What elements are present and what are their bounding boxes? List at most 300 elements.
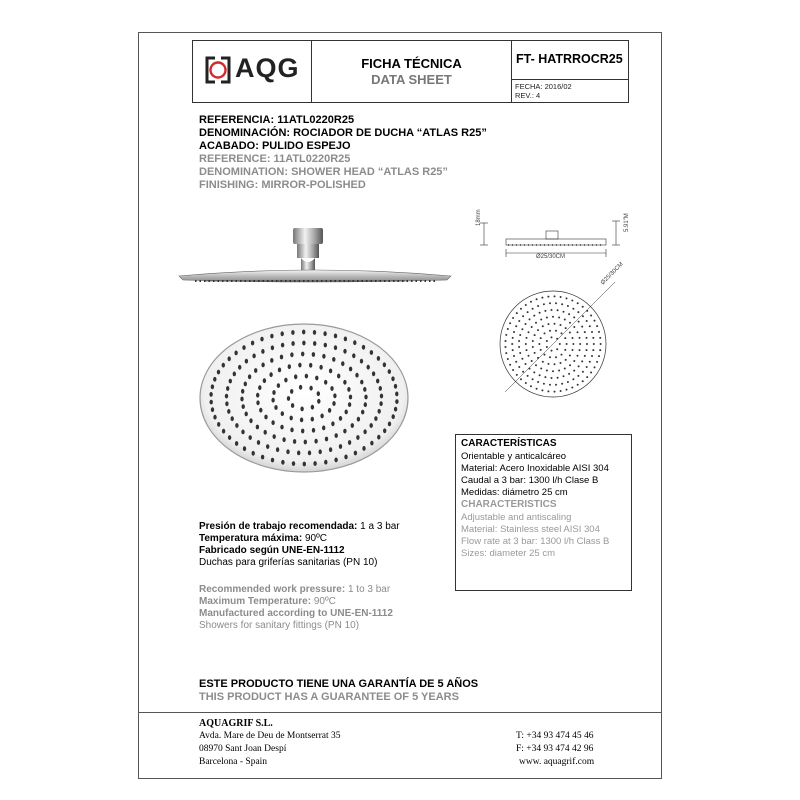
drawing-nozzle-dot	[540, 319, 542, 321]
pressure-es: Presión de trabajo recomendada: 1 a 3 bar	[199, 521, 400, 532]
drawing-nozzle-dot	[565, 359, 567, 361]
nozzle-dot	[395, 392, 398, 397]
drawing-nozzle-dot	[586, 376, 588, 378]
char-es-4: Medidas: diámetro 25 cm	[461, 487, 568, 498]
nozzle-dot	[270, 334, 273, 339]
drawing-nozzle-dot	[528, 331, 530, 333]
drawing-nozzle-dot	[584, 331, 586, 333]
drawing-nozzle-dot	[561, 354, 563, 356]
drawing-nozzle-dot	[518, 346, 520, 348]
drawing-nozzle-dot	[518, 366, 520, 368]
nozzle-dot	[367, 365, 370, 370]
nozzle-dot	[238, 365, 241, 370]
nozzle-dot	[329, 447, 332, 452]
drawing-nozzle-dot	[537, 381, 539, 383]
drawing-nozzle-dot	[569, 332, 571, 334]
nozzle-dot	[217, 422, 220, 427]
nozzle-dot	[370, 441, 373, 446]
logo-text: AQG	[235, 53, 300, 83]
nozzle-dot	[324, 460, 327, 465]
drawing-nozzle-dot	[554, 323, 556, 325]
nozzle-dot	[323, 331, 326, 336]
nozzle-dot	[324, 380, 327, 385]
nozzle-dot	[320, 414, 323, 419]
drawing-nozzle-dot	[531, 360, 533, 362]
drawing-nozzle-dot	[541, 389, 543, 391]
drawing-nozzle-dot	[518, 320, 520, 322]
nozzle-dot	[339, 444, 342, 449]
nozzle-dot	[351, 423, 354, 428]
nozzle-dot	[301, 429, 304, 434]
drawing-nozzle-dot	[526, 349, 528, 351]
drawing-nozzle-dot	[551, 377, 553, 379]
nozzle-dot	[377, 356, 380, 361]
usage-en: Showers for sanitary fittings (PN 10)	[199, 620, 360, 631]
drawing-nozzle-dot	[564, 319, 566, 321]
nozzle-dot	[271, 345, 274, 350]
drawing-nozzle-dot	[568, 373, 570, 375]
drawing-nozzle-dot	[589, 361, 591, 363]
nozzle-dot	[300, 407, 303, 412]
nozzle-dot	[271, 398, 274, 403]
nozzle-dot	[231, 416, 234, 421]
nozzle-dot	[329, 369, 332, 374]
drawing-nozzle-dot	[512, 349, 514, 351]
nozzle-dot	[362, 345, 365, 350]
drawing-nozzle-dot	[505, 352, 507, 354]
drawing-nozzle-dot	[577, 375, 579, 377]
nozzle-dot	[244, 382, 247, 387]
nozzle-dot	[394, 407, 397, 412]
nozzle-dot	[252, 451, 255, 456]
drawing-nozzle-dot	[571, 387, 573, 389]
nozzle-dot	[362, 446, 365, 451]
nozzle-dot	[370, 350, 373, 355]
nozzle-dot	[291, 341, 294, 346]
nozzle-dot	[281, 331, 284, 336]
drawing-nozzle-dot	[516, 374, 518, 376]
company-fax: F: +34 93 474 42 96	[516, 744, 594, 754]
drawing-nozzle-dot	[598, 355, 600, 357]
nozzle-dot	[227, 409, 230, 414]
characteristics-box	[455, 434, 632, 591]
drawing-nozzle-dot	[572, 343, 574, 345]
finishing-en: FINISHING: MIRROR-POLISHED	[199, 179, 366, 191]
drawing-nozzle-dot	[539, 312, 541, 314]
footer-divider	[138, 712, 662, 713]
drawing-nozzle-dot	[534, 334, 536, 336]
drawing-nozzle-dot	[577, 311, 579, 313]
nozzle-dot	[266, 444, 269, 449]
drawing-nozzle-dot	[554, 363, 556, 365]
sheet-date: FECHA: 2016/02	[515, 82, 572, 91]
nozzle-dot	[264, 430, 267, 435]
drawing-nozzle-dot	[566, 343, 568, 345]
drawing-nozzle-dot	[569, 322, 571, 324]
drawing-nozzle-dot	[579, 337, 581, 339]
nozzle-dot	[392, 414, 395, 419]
drawing-nozzle-dot	[555, 330, 557, 332]
drawing-nozzle-dot	[564, 337, 566, 339]
nozzle-dot	[297, 451, 300, 456]
finishing-es: ACABADO: PULIDO ESPEJO	[199, 140, 351, 152]
nozzle-dot	[281, 343, 284, 348]
nozzle-dot	[291, 330, 294, 335]
drawing-nozzle-dot	[591, 331, 593, 333]
nozzle-dot	[388, 422, 391, 427]
drawing-nozzle-dot	[581, 326, 583, 328]
nozzle-dot	[249, 435, 252, 440]
drawing-nozzle-dot	[548, 363, 550, 365]
drawing-nozzle-dot	[549, 302, 551, 304]
nozzle-dot	[213, 377, 216, 382]
char-es-2: Material: Acero Inoxidable AISI 304	[461, 463, 609, 474]
nozzle-dot	[281, 411, 284, 416]
nozzle-dot	[256, 400, 259, 405]
nozzle-dot	[328, 408, 331, 413]
drawing-nozzle-dot	[535, 364, 537, 366]
nozzle-dot	[249, 418, 252, 423]
nozzle-dot	[335, 433, 338, 438]
drawing-nozzle-dot	[586, 349, 588, 351]
drawing-nozzle-dot	[582, 306, 584, 308]
standard-en: Manufactured according to UNE-EN-1112	[199, 608, 393, 619]
drawing-nozzle-dot	[539, 374, 541, 376]
nozzle-dot	[293, 439, 296, 444]
char-es-3: Caudal a 3 bar: 1300 l/h Clase B	[461, 475, 599, 486]
nozzle-dot	[272, 390, 275, 395]
drawing-nozzle-dot	[532, 340, 534, 342]
nozzle-dot	[354, 451, 357, 456]
drawing-nozzle-dot	[520, 308, 522, 310]
drawing-nozzle-dot	[530, 385, 532, 387]
drawing-nozzle-dot	[556, 348, 558, 350]
nozzle-dot	[242, 345, 245, 350]
nozzle-dot	[333, 393, 336, 398]
nozzle-dot	[276, 447, 279, 452]
nozzle-dot	[248, 374, 251, 379]
nozzle-dot	[383, 362, 386, 367]
drawing-nozzle-dot	[573, 326, 575, 328]
drawing-nozzle-dot	[536, 298, 538, 300]
drawing-nozzle-dot	[559, 343, 561, 345]
nozzle-dot	[278, 368, 281, 373]
drawing-nozzle-dot	[596, 325, 598, 327]
nozzle-dot	[332, 401, 335, 406]
drawing-nozzle-dot	[515, 361, 517, 363]
nozzle-dot	[261, 455, 264, 460]
nozzle-dot	[301, 352, 304, 357]
drawing-nozzle-dot	[526, 337, 528, 339]
drawing-nozzle-dot	[561, 332, 563, 334]
drawing-nozzle-dot	[582, 380, 584, 382]
drawing-nozzle-dot	[579, 349, 581, 351]
drawing-nozzle-dot	[537, 305, 539, 307]
side-technical-drawing	[470, 215, 640, 270]
nozzle-dot	[388, 369, 391, 374]
title-en: DATA SHEET	[371, 72, 452, 87]
company-city: Barcelona - Spain	[199, 757, 268, 767]
nozzle-dot	[258, 385, 261, 390]
nozzle-dot	[372, 371, 375, 376]
nozzle-dot	[254, 368, 257, 373]
nozzle-dot	[348, 402, 351, 407]
drawing-nozzle-dot	[563, 311, 565, 313]
drawing-nozzle-dot	[519, 352, 521, 354]
nozzle-dot	[271, 420, 274, 425]
nozzle-dot	[226, 386, 229, 391]
nozzle-dot	[356, 435, 359, 440]
drawing-nozzle-dot	[594, 366, 596, 368]
drawing-nozzle-dot	[555, 384, 557, 386]
drawing-nozzle-dot	[577, 355, 579, 357]
nozzle-dot	[280, 425, 283, 430]
nozzle-dot	[353, 340, 356, 345]
drawing-nozzle-dot	[538, 343, 540, 345]
nozzle-dot	[383, 428, 386, 433]
nozzle-dot	[217, 370, 220, 375]
drawing-nozzle-dot	[521, 358, 523, 360]
nozzle-dot	[344, 455, 347, 460]
nozzle-dot	[209, 392, 212, 397]
drawing-nozzle-dot	[531, 326, 533, 328]
drawing-nozzle-dot	[512, 337, 514, 339]
standard-es: Fabricado según UNE-EN-1112	[199, 545, 345, 556]
drawing-nozzle-dot	[589, 325, 591, 327]
drawing-nozzle-dot	[598, 331, 600, 333]
nozzle-dot	[345, 410, 348, 415]
nozzle-dot	[334, 458, 337, 463]
nozzle-dot	[288, 364, 291, 369]
drawing-nozzle-dot	[535, 322, 537, 324]
drawing-nozzle-dot	[592, 337, 594, 339]
drawing-nozzle-dot	[549, 356, 551, 358]
guarantee-en: THIS PRODUCT HAS A GUARANTEE OF 5 YEARS	[199, 691, 459, 703]
diameter-top-label: Ø25/30CM	[600, 261, 625, 287]
drawing-nozzle-dot	[556, 338, 558, 340]
drawing-nozzle-dot	[512, 369, 514, 371]
drawing-nozzle-dot	[521, 328, 523, 330]
nozzle-dot	[364, 402, 367, 407]
nozzle-dot	[315, 376, 318, 381]
drawing-nozzle-dot	[551, 336, 553, 338]
drawing-nozzle-dot	[569, 364, 571, 366]
drawing-nozzle-dot	[564, 368, 566, 370]
nozzle-dot	[322, 426, 325, 431]
drawing-nozzle-dot	[555, 302, 557, 304]
drawing-nozzle-dot	[563, 375, 565, 377]
nozzle-dot	[256, 425, 259, 430]
drawing-nozzle-dot	[518, 340, 520, 342]
nozzle-dot	[241, 430, 244, 435]
title-es: FICHA TÉCNICA	[361, 56, 462, 71]
drawing-nozzle-dot	[581, 360, 583, 362]
nozzle-dot	[290, 428, 293, 433]
drawing-nozzle-dot	[546, 370, 548, 372]
drawing-nozzle-dot	[586, 310, 588, 312]
drawing-nozzle-dot	[544, 332, 546, 334]
nozzle-dot	[270, 358, 273, 363]
nozzle-dot	[257, 440, 260, 445]
drawing-nozzle-dot	[558, 317, 560, 319]
drawing-nozzle-dot	[560, 362, 562, 364]
nozzle-dot	[377, 435, 380, 440]
drawing-nozzle-dot	[555, 356, 557, 358]
title-cell	[311, 40, 512, 103]
nozzle-dot	[245, 412, 248, 417]
drawing-nozzle-dot	[505, 346, 507, 348]
nozzle-dot	[225, 401, 228, 406]
drawing-nozzle-dot	[532, 346, 534, 348]
nozzle-dot	[357, 417, 360, 422]
drawing-nozzle-dot	[596, 361, 598, 363]
nozzle-dot	[228, 435, 231, 440]
nozzle-dot	[263, 378, 266, 383]
drawing-nozzle-dot	[525, 304, 527, 306]
drawing-nozzle-dot	[572, 308, 574, 310]
drawing-nozzle-dot	[520, 378, 522, 380]
drawing-nozzle-dot	[565, 327, 567, 329]
nozzle-dot	[305, 374, 308, 379]
drawing-nozzle-dot	[590, 315, 592, 317]
nozzle-dot	[213, 415, 216, 420]
drawing-nozzle-dot	[528, 355, 530, 357]
nozzle-dot	[312, 352, 315, 357]
nozzle-dot	[274, 405, 277, 410]
drawing-nozzle-dot	[537, 329, 539, 331]
nozzle-dot	[319, 449, 322, 454]
nozzle-dot	[380, 394, 383, 399]
drawing-nozzle-dot	[548, 323, 550, 325]
denomination-en: DENOMINATION: SHOWER HEAD “ATLAS R25”	[199, 166, 448, 178]
nozzle-dot	[395, 399, 398, 404]
drawing-nozzle-dot	[599, 337, 601, 339]
drawing-nozzle-dot	[554, 391, 556, 393]
drawing-nozzle-dot	[527, 375, 529, 377]
nozzle-dot	[242, 404, 245, 409]
nozzle-dot	[243, 446, 246, 451]
nozzle-dot	[394, 384, 397, 389]
drawing-nozzle-dot	[549, 330, 551, 332]
guarantee-es: ESTE PRODUCTO TIENE UNA GARANTÍA DE 5 AÑOS	[199, 678, 479, 690]
characteristics-title-en: CHARACTERISTICS	[461, 499, 557, 510]
drawing-nozzle-dot	[573, 360, 575, 362]
nozzle-dot	[317, 391, 320, 396]
reference-en: REFERENCE: 11ATL0220R25	[199, 153, 351, 165]
drawing-nozzle-dot	[511, 343, 513, 345]
sheet-code: FT- HATRROCR25	[516, 52, 623, 66]
nozzle-dot	[280, 355, 283, 360]
nozzle-dot	[330, 386, 333, 391]
nozzle-dot	[302, 330, 305, 335]
nozzle-dot	[308, 451, 311, 456]
nozzle-dot	[292, 461, 295, 466]
sheet-rev: REV.: 4	[515, 91, 541, 100]
nozzle-dot	[271, 458, 274, 463]
nozzle-dot	[264, 415, 267, 420]
nozzle-dot	[355, 373, 358, 378]
drawing-nozzle-dot	[530, 301, 532, 303]
nozzle-dot	[290, 416, 293, 421]
drawing-nozzle-dot	[590, 372, 592, 374]
drawing-nozzle-dot	[532, 378, 534, 380]
nozzle-dot	[391, 376, 394, 381]
drawing-nozzle-dot	[543, 383, 545, 385]
drawing-nozzle-dot	[541, 297, 543, 299]
drawing-nozzle-dot	[599, 349, 601, 351]
nozzle-dot	[313, 341, 316, 346]
nozzle-dot	[281, 460, 284, 465]
drawing-nozzle-dot	[512, 317, 514, 319]
nozzle-dot	[347, 387, 350, 392]
drawing-nozzle-dot	[552, 370, 554, 372]
drawing-nozzle-dot	[560, 390, 562, 392]
char-en-3: Flow rate at 3 bar: 1300 l/h Class B	[461, 536, 610, 547]
nozzle-dot	[282, 437, 285, 442]
nozzle-dot	[374, 416, 377, 421]
nozzle-dot	[245, 359, 248, 364]
nozzle-dot	[314, 439, 317, 444]
drawing-nozzle-dot	[586, 343, 588, 345]
nozzle-dot	[287, 396, 290, 401]
drawing-nozzle-dot	[586, 366, 588, 368]
drawing-nozzle-dot	[516, 312, 518, 314]
drawing-nozzle-dot	[573, 370, 575, 372]
nozzle-dot	[324, 343, 327, 348]
drawing-nozzle-dot	[507, 358, 509, 360]
company-postal: 08970 Sant Joan Despí	[199, 744, 287, 754]
drawing-nozzle-dot	[525, 323, 527, 325]
company-web[interactable]: www. aquagrif.com	[519, 757, 595, 767]
nozzle-dot	[256, 393, 259, 398]
nozzle-dot	[273, 434, 276, 439]
drawing-nozzle-dot	[558, 370, 560, 372]
denomination-es: DENOMINACIÓN: ROCIADOR DE DUCHA “ATLAS R25”	[199, 127, 487, 139]
drawing-nozzle-dot	[529, 368, 531, 370]
nozzle-dot	[343, 380, 346, 385]
logo-cell	[192, 40, 312, 103]
nozzle-dot	[228, 356, 231, 361]
drawing-nozzle-dot	[546, 317, 548, 319]
aqg-logo-icon	[204, 55, 232, 85]
nozzle-dot	[252, 354, 255, 359]
nozzle-dot	[240, 397, 243, 402]
drawing-nozzle-dot	[568, 313, 570, 315]
drawing-nozzle-dot	[582, 371, 584, 373]
drawing-nozzle-dot	[522, 371, 524, 373]
drawing-nozzle-dot	[546, 346, 548, 348]
drawing-nozzle-dot	[527, 311, 529, 313]
drawing-nozzle-dot	[544, 310, 546, 312]
nozzle-dot	[376, 379, 379, 384]
drawing-nozzle-dot	[554, 295, 556, 297]
drawing-nozzle-dot	[542, 325, 544, 327]
drawing-nozzle-dot	[547, 296, 549, 298]
drawing-nozzle-dot	[569, 355, 571, 357]
drawing-nozzle-dot	[552, 316, 554, 318]
temperature-en: Maximum Temperature: 90ºC	[199, 596, 336, 607]
nozzle-dot	[348, 440, 351, 445]
meta-cell	[511, 79, 629, 103]
drawing-nozzle-dot	[566, 389, 568, 391]
nozzle-dot	[352, 353, 355, 358]
char-en-4: Sizes: diameter 25 cm	[461, 548, 555, 559]
drawing-nozzle-dot	[540, 337, 542, 339]
drawing-nozzle-dot	[543, 303, 545, 305]
nozzle-dot	[363, 429, 366, 434]
nozzle-dot	[261, 363, 264, 368]
reference-es: REFERENCIA: 11ATL0220R25	[199, 114, 355, 126]
